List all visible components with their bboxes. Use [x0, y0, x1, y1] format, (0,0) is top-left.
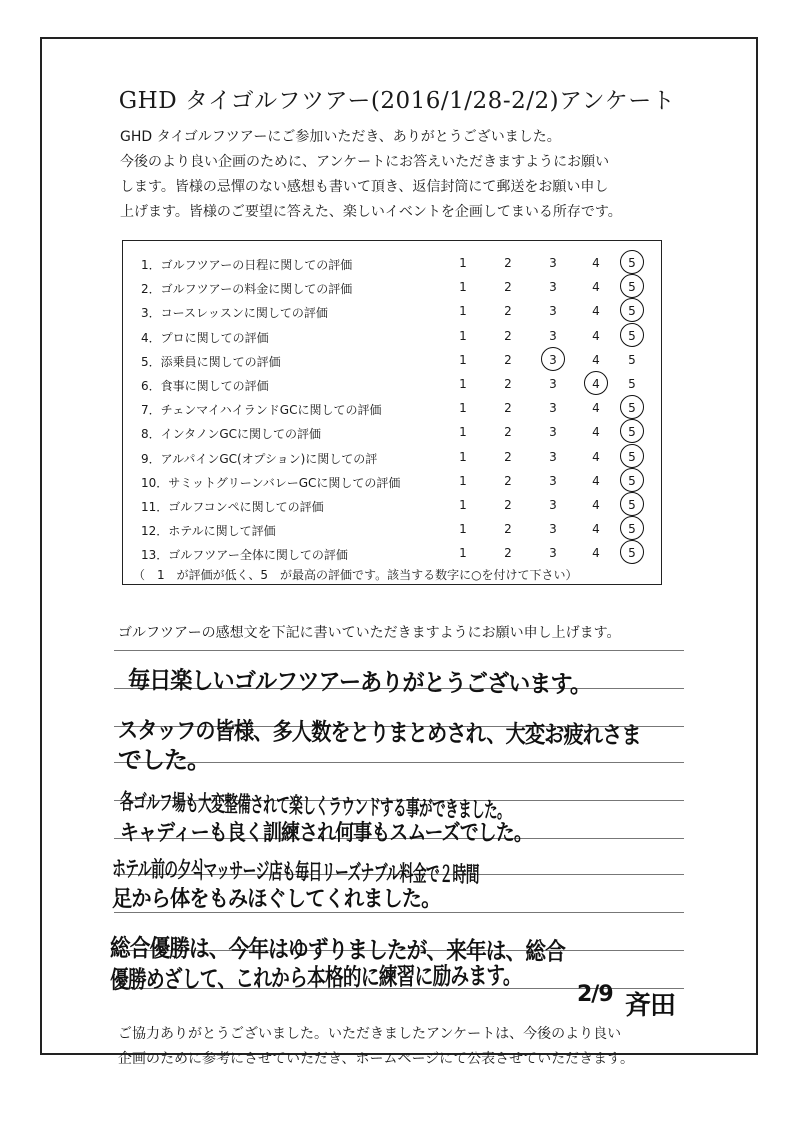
- handwritten-line: 優勝めざして、これから本格的に練習に励みます。: [109, 961, 521, 994]
- evaluation-row: [123, 543, 661, 567]
- rating-option-4[interactable]: 4: [592, 546, 600, 561]
- page-title: GHD タイゴルフツアー(2016/1/28-2/2)アンケート: [118, 88, 676, 114]
- rating-option-1[interactable]: 1: [459, 377, 467, 391]
- evaluation-label: 8．インタノンGCに関しての評価: [141, 427, 321, 442]
- rating-option-3[interactable]: 3: [549, 546, 557, 561]
- handwritten-line: ホテル前の夕식マッサージ店も毎日リーズナブル料金で２時間: [111, 857, 479, 889]
- rating-option-1[interactable]: 1: [459, 522, 467, 537]
- evaluation-row: [123, 495, 661, 519]
- rating-option-4[interactable]: 4: [592, 352, 600, 367]
- rating-option-3[interactable]: 3: [549, 473, 557, 488]
- rating-option-2[interactable]: 2: [504, 328, 512, 343]
- selected-rating-circle: [584, 371, 608, 395]
- rating-option-3[interactable]: 3: [549, 425, 557, 440]
- evaluation-row: [123, 398, 661, 422]
- ruled-line: [114, 650, 684, 651]
- rating-option-5[interactable]: 5: [628, 425, 636, 440]
- evaluation-label: 2．ゴルフツアーの料金に関しての評価: [141, 282, 353, 297]
- selected-rating-circle: [620, 540, 644, 564]
- selected-rating-circle: [620, 492, 644, 516]
- evaluation-row: [123, 422, 661, 446]
- rating-option-1[interactable]: 1: [459, 328, 467, 343]
- evaluation-label: 3．コースレッスンに関しての評価: [141, 306, 328, 321]
- evaluation-row: [123, 326, 661, 350]
- intro-line: GHD タイゴルフツアーにご参加いただき、ありがとうございました。: [120, 129, 561, 145]
- selected-rating-circle: [620, 516, 644, 540]
- rating-option-3[interactable]: 3: [549, 401, 557, 416]
- rating-option-2[interactable]: 2: [504, 498, 512, 512]
- rating-option-5[interactable]: 5: [628, 449, 636, 464]
- rating-option-1[interactable]: 1: [459, 498, 467, 512]
- handwritten-line: 毎日楽しいゴルフツアーありがとうございます。: [127, 666, 592, 699]
- rating-option-5[interactable]: 5: [628, 304, 636, 319]
- comment-prompt: ゴルフツアーの感想文を下記に書いていただきますようにお願い申し上げます。: [118, 625, 621, 641]
- evaluation-label: 10．サミットグリーンバレーGCに関しての評価: [141, 475, 401, 490]
- rating-option-3[interactable]: 3: [549, 377, 557, 391]
- intro-line: します。皆様の忌憚のない感想も書いて頂き、返信封筒にて郵送をお願い申し: [120, 179, 609, 195]
- rating-option-4[interactable]: 4: [592, 256, 600, 270]
- evaluation-label: 4．プロに関しての評価: [141, 330, 269, 345]
- rating-option-5[interactable]: 5: [628, 401, 636, 416]
- selected-rating-circle: [620, 323, 644, 347]
- rating-option-1[interactable]: 1: [459, 401, 467, 416]
- rating-option-3[interactable]: 3: [549, 498, 557, 512]
- rating-option-4[interactable]: 4: [592, 328, 600, 343]
- handwritten-line: でした。: [118, 746, 210, 774]
- rating-option-4[interactable]: 4: [592, 304, 600, 319]
- handwritten-signature: 斉田: [625, 991, 676, 1021]
- closing-line: 企画のために参考にさせていただき、ホームページにて公表させていただきます。: [118, 1051, 635, 1067]
- rating-option-2[interactable]: 2: [504, 401, 512, 416]
- handwritten-date: 2/9: [577, 982, 613, 1007]
- evaluation-table: [122, 240, 662, 585]
- rating-option-1[interactable]: 1: [459, 256, 467, 270]
- evaluation-row: [123, 471, 661, 495]
- evaluation-label: 13．ゴルフツアー全体に関しての評価: [141, 548, 348, 563]
- intro-text: [120, 125, 700, 225]
- rating-option-5[interactable]: 5: [628, 546, 636, 561]
- rating-legend: （ 1 が評価が低く、5 が最高の評価です。該当する数字に○を付けて下さい）: [133, 568, 578, 582]
- rating-option-5[interactable]: 5: [628, 377, 636, 391]
- evaluation-row: [123, 350, 661, 374]
- rating-option-3[interactable]: 3: [549, 522, 557, 537]
- selected-rating-circle: [620, 468, 644, 492]
- handwritten-line: 各ゴルフ場も大変整備されて楽しくラウンドする事ができました。: [119, 790, 511, 824]
- handwritten-line: 総合優勝は、今年はゆずりましたが、来年は、総合: [109, 934, 565, 966]
- rating-option-5[interactable]: 5: [628, 498, 636, 512]
- evaluation-row: [123, 277, 661, 301]
- rating-option-2[interactable]: 2: [504, 473, 512, 488]
- rating-option-4[interactable]: 4: [592, 280, 600, 295]
- selected-rating-circle: [541, 347, 565, 371]
- rating-option-5[interactable]: 5: [628, 328, 636, 343]
- selected-rating-circle: [620, 274, 644, 298]
- rating-option-2[interactable]: 2: [504, 449, 512, 464]
- rating-option-4[interactable]: 4: [592, 498, 600, 512]
- evaluation-label: 12．ホテルに関して評価: [141, 524, 276, 539]
- rating-option-5[interactable]: 5: [628, 352, 636, 367]
- evaluation-row: [123, 301, 661, 325]
- rating-option-3[interactable]: 3: [549, 256, 557, 270]
- rating-option-1[interactable]: 1: [459, 425, 467, 440]
- selected-rating-circle: [620, 298, 644, 322]
- rating-option-4[interactable]: 4: [592, 473, 600, 488]
- evaluation-label: 5．添乗員に関しての評価: [141, 354, 281, 369]
- rating-option-1[interactable]: 1: [459, 449, 467, 464]
- rating-option-2[interactable]: 2: [504, 304, 512, 319]
- rating-option-1[interactable]: 1: [459, 304, 467, 319]
- rating-option-3[interactable]: 3: [549, 449, 557, 464]
- rating-option-1[interactable]: 1: [459, 280, 467, 295]
- evaluation-label: 9．アルパインGC(オプション)に関しての評: [141, 451, 378, 466]
- rating-option-1[interactable]: 1: [459, 546, 467, 561]
- handwritten-line: スタッフの皆様、多人数をとりまとめされ、大変お疲れさま: [117, 716, 641, 750]
- rating-option-3[interactable]: 3: [549, 352, 557, 367]
- selected-rating-circle: [620, 419, 644, 443]
- evaluation-row: [123, 519, 661, 543]
- evaluation-label: 6．食事に関しての評価: [141, 379, 269, 393]
- evaluation-label: 11．ゴルフコンペに関しての評価: [141, 500, 324, 514]
- rating-option-5[interactable]: 5: [628, 256, 636, 270]
- rating-option-4[interactable]: 4: [592, 401, 600, 416]
- rating-option-4[interactable]: 4: [592, 377, 600, 391]
- rating-option-5[interactable]: 5: [628, 473, 636, 488]
- rating-option-2[interactable]: 2: [504, 280, 512, 295]
- evaluation-label: 1．ゴルフツアーの日程に関しての評価: [141, 258, 353, 272]
- rating-option-2[interactable]: 2: [504, 352, 512, 367]
- closing-text: [118, 1022, 718, 1072]
- rating-option-2[interactable]: 2: [504, 377, 512, 391]
- rating-option-4[interactable]: 4: [592, 522, 600, 537]
- rating-option-2[interactable]: 2: [504, 425, 512, 440]
- rating-option-4[interactable]: 4: [592, 449, 600, 464]
- evaluation-row: [123, 374, 661, 398]
- rating-option-1[interactable]: 1: [459, 352, 467, 367]
- handwritten-line: キャディーも良く訓練され何事もスムーズでした。: [120, 821, 532, 846]
- rating-option-2[interactable]: 2: [504, 522, 512, 537]
- rating-option-3[interactable]: 3: [549, 280, 557, 295]
- closing-line: ご協力ありがとうございました。いただきましたアンケートは、今後のより良い: [118, 1026, 622, 1042]
- selected-rating-circle: [620, 395, 644, 419]
- evaluation-label: 7．チェンマイハイランドGCに関しての評価: [141, 403, 382, 418]
- evaluation-row: [123, 447, 661, 471]
- rating-option-3[interactable]: 3: [549, 304, 557, 319]
- handwritten-line: 足から体をもみほぐしてくれました。: [112, 887, 441, 912]
- rating-option-2[interactable]: 2: [504, 256, 512, 270]
- rating-option-1[interactable]: 1: [459, 473, 467, 488]
- rating-option-5[interactable]: 5: [628, 522, 636, 537]
- intro-line: 上げます。皆様のご要望に答えた、楽しいイベントを企画してまいる所存です。: [120, 204, 622, 220]
- rating-option-3[interactable]: 3: [549, 328, 557, 343]
- selected-rating-circle: [620, 444, 644, 468]
- rating-option-4[interactable]: 4: [592, 425, 600, 440]
- selected-rating-circle: [620, 250, 644, 274]
- rating-option-5[interactable]: 5: [628, 280, 636, 295]
- intro-line: 今後のより良い企画のために、アンケートにお答えいただきますようにお願い: [120, 154, 610, 170]
- evaluation-row: [123, 253, 661, 277]
- rating-option-2[interactable]: 2: [504, 546, 512, 561]
